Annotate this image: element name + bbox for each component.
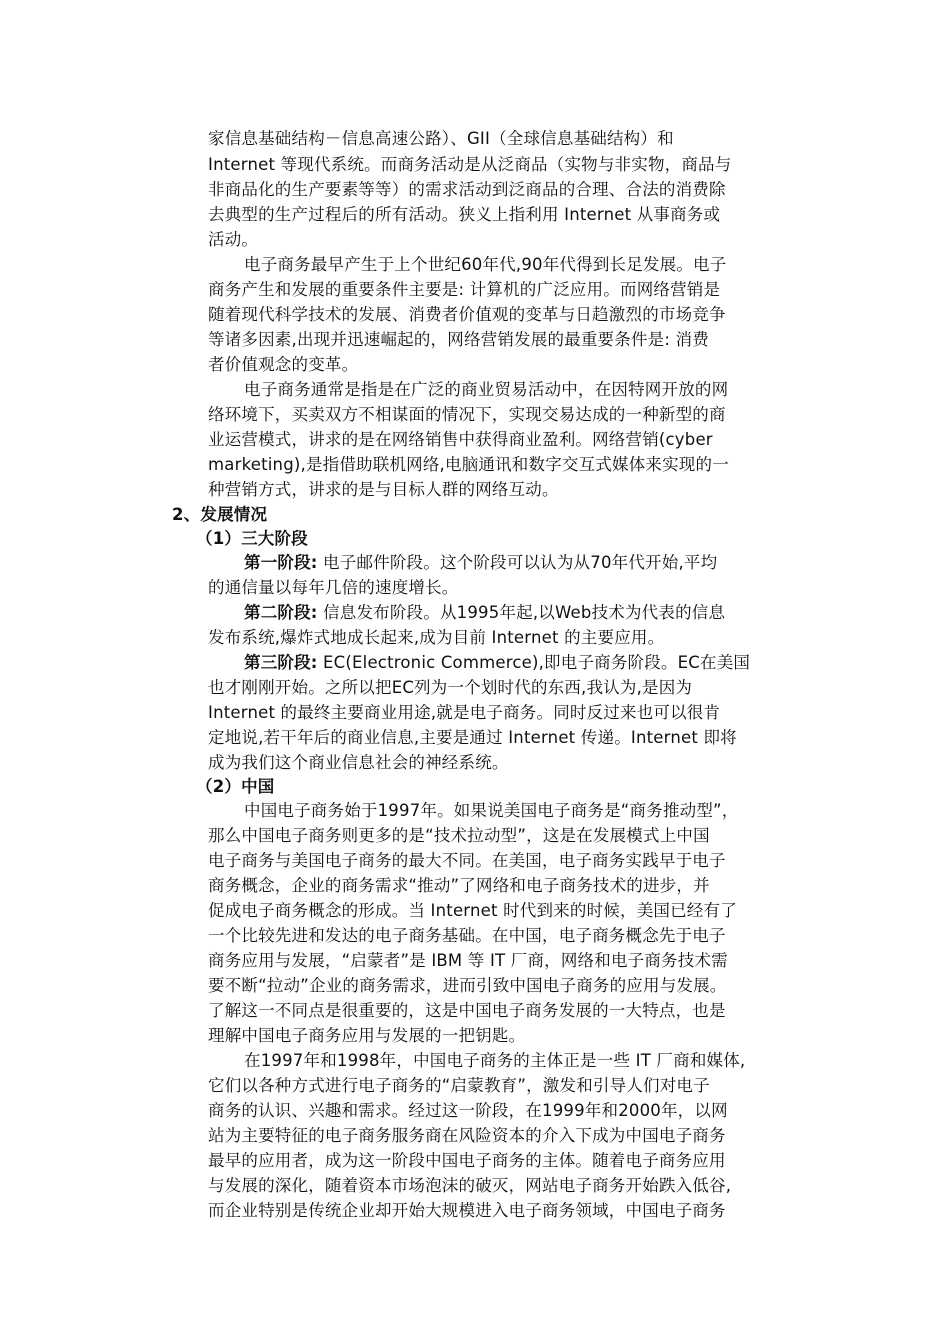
stage-1-label: 第一阶段: — [244, 553, 318, 572]
intro-line: 去典型的生产过程后的所有活动。狭义上指利用 Internet 从事商务或 — [208, 205, 721, 224]
china-line: 理解中国电子商务应用与发展的一把钥匙。 — [208, 1026, 526, 1045]
china-line: 商务概念，企业的商务需求“推动”了网络和电子商务技术的进步，并 — [208, 876, 710, 895]
stage-3-line: 成为我们这个商业信息社会的神经系统。 — [208, 753, 509, 772]
section-heading: 2、发展情况 — [172, 505, 268, 524]
paragraph-line: 种营销方式，讲求的是与目标人群的网络互动。 — [208, 480, 559, 499]
china-line: 商务应用与发展，“启蒙者”是 IBM 等 IT 厂商，网络和电子商务技术需 — [208, 951, 728, 970]
paragraph-line: 电子商务通常是指是在广泛的商业贸易活动中，在因特网开放的网 — [244, 380, 729, 399]
china-line: 要不断“拉动”企业的商务需求，进而引致中国电子商务的应用与发展。 — [208, 976, 727, 995]
intro-line: 非商品化的生产要素等等）的需求活动到泛商品的合理、合法的消费除 — [208, 180, 726, 199]
stage-2-label: 第二阶段: — [244, 603, 318, 622]
china-line: 它们以各种方式进行电子商务的“启蒙教育”，激发和引导人们对电子 — [208, 1076, 710, 1095]
china-line: 电子商务与美国电子商务的最大不同。在美国，电子商务实践早于电子 — [208, 851, 726, 870]
china-line: 与发展的深化，随着资本市场泡沫的破灭，网站电子商务开始跌入低谷, — [208, 1176, 732, 1195]
paragraph-line: 随着现代科学技术的发展、消费者价值观的变革与日趋激烈的市场竞争 — [208, 305, 726, 324]
stage-3-line — [244, 650, 808, 676]
china-line: 最早的应用者，成为这一阶段中国电子商务的主体。随着电子商务应用 — [208, 1151, 726, 1170]
stage-1-text: 电子邮件阶段。这个阶段可以认为从70年代开始,平均 — [317, 553, 718, 572]
stage-1-line: 的通信量以每年几倍的速度增长。 — [208, 578, 459, 597]
stage-1-line — [244, 550, 808, 576]
china-line: 那么中国电子商务则更多的是“技术拉动型”，这是在发展模式上中国 — [208, 826, 710, 845]
stage-2-text: 信息发布阶段。从1995年起,以Web技术为代表的信息 — [317, 603, 726, 622]
stage-2-line: 发布系统,爆炸式地成长起来,成为目前 Internet 的主要应用。 — [208, 628, 665, 647]
china-line: 而企业特别是传统企业却开始大规模进入电子商务领域，中国电子商务 — [208, 1201, 726, 1220]
subsection-heading: （2）中国 — [196, 777, 275, 796]
stage-3-line: 定地说,若干年后的商业信息,主要是通过 Internet 传递。Internet 即将 — [208, 728, 737, 747]
intro-line: Internet 等现代系统。而商务活动是从泛商品（实物与非实物，商品与 — [208, 155, 732, 174]
intro-line: 家信息基础结构－信息高速公路）、GII（全球信息基础结构）和 — [208, 129, 674, 148]
china-line: 一个比较先进和发达的电子商务基础。在中国，电子商务概念先于电子 — [208, 926, 726, 945]
paragraph-line: 络环境下，买卖双方不相谋面的情况下，实现交易达成的一种新型的商 — [208, 405, 726, 424]
stage-3-label: 第三阶段: — [244, 653, 318, 672]
paragraph-line: marketing),是指借助联机网络,电脑通讯和数字交互式媒体来实现的一 — [208, 455, 729, 474]
stage-3-line: Internet 的最终主要商业用途,就是电子商务。同时反过来也可以很肯 — [208, 703, 721, 722]
subsection-heading: （1）三大阶段 — [196, 529, 308, 548]
china-line: 商务的认识、兴趣和需求。经过这一阶段，在1999年和2000年，以网 — [208, 1101, 728, 1120]
paragraph-line: 电子商务最早产生于上个世纪60年代,90年代得到长足发展。电子 — [244, 255, 727, 274]
intro-line: 活动。 — [208, 230, 259, 249]
paragraph-line: 业运营模式，讲求的是在网络销售中获得商业盈利。网络营销(cyber — [208, 430, 713, 449]
stage-3-text: EC(Electronic Commerce),即电子商务阶段。EC在美国 — [317, 653, 751, 672]
paragraph-line: 者价值观念的变革。 — [208, 355, 359, 374]
china-line: 促成电子商务概念的形成。当 Internet 时代到来的时候，美国已经有了 — [208, 901, 737, 920]
paragraph-line: 等诸多因素,出现并迅速崛起的，网络营销发展的最重要条件是: 消费 — [208, 330, 709, 349]
china-line: 在1997年和1998年，中国电子商务的主体正是一些 IT 厂商和媒体, — [244, 1051, 746, 1070]
china-line: 站为主要特征的电子商务服务商在风险资本的介入下成为中国电子商务 — [208, 1126, 726, 1145]
paragraph-line: 商务产生和发展的重要条件主要是: 计算机的广泛应用。而网络营销是 — [208, 280, 721, 299]
stage-3-line: 也才刚刚开始。之所以把EC列为一个划时代的东西,我认为,是因为 — [208, 678, 693, 697]
stage-2-line — [244, 600, 808, 626]
china-line: 中国电子商务始于1997年。如果说美国电子商务是“商务推动型”， — [244, 801, 739, 820]
china-line: 了解这一不同点是很重要的，这是中国电子商务发展的一大特点，也是 — [208, 1001, 726, 1020]
